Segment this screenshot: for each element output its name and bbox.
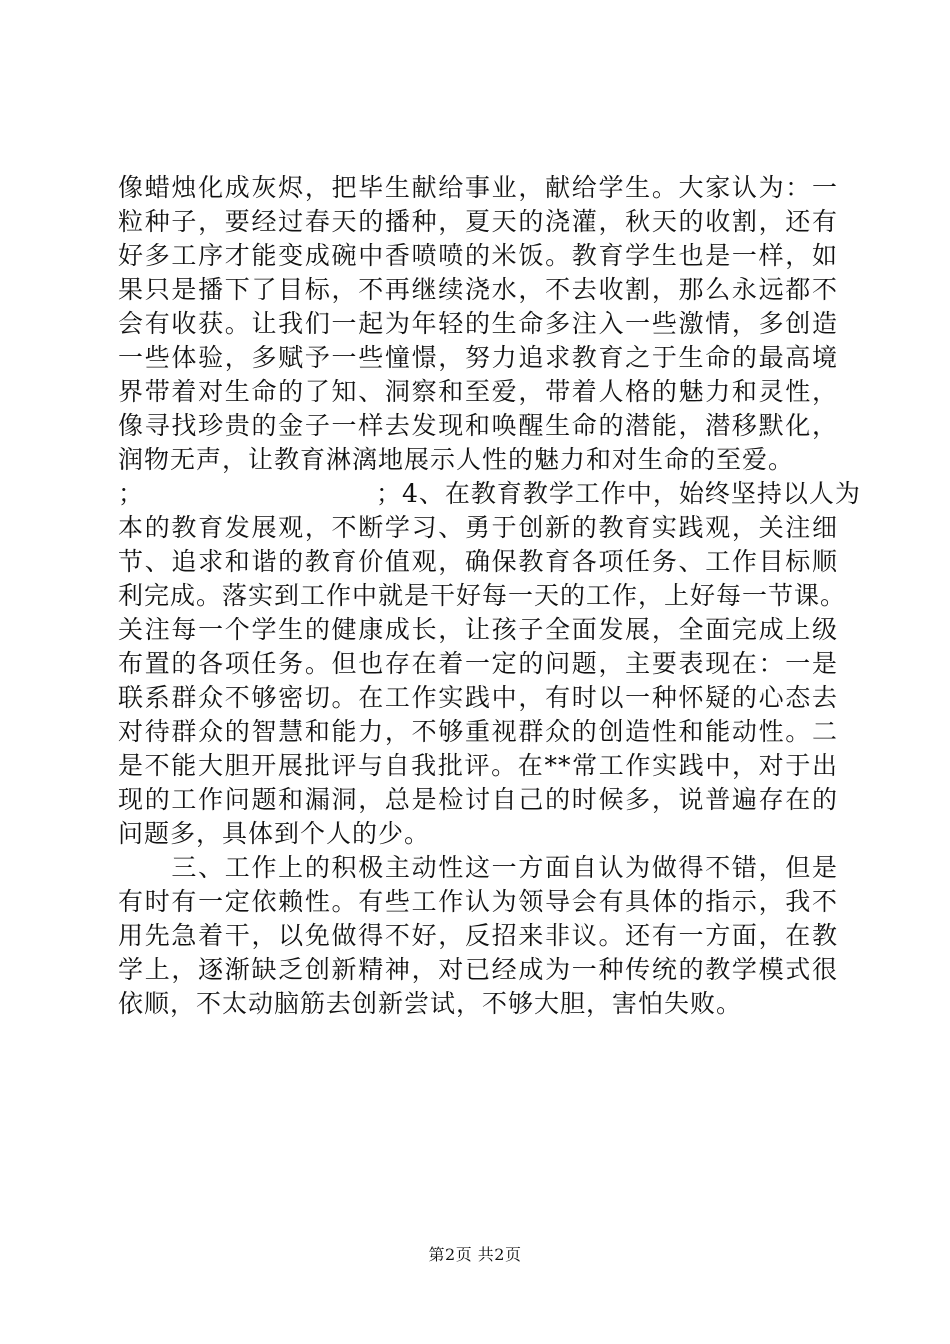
text-line: 润物无声，让教育淋漓地展示人性的魅力和对生命的至爱。: [118, 445, 795, 474]
text-line: 会有收获。让我们一起为年轻的生命多注入一些激情，多创造: [118, 309, 838, 338]
text-line: 粒种子，要经过春天的播种，夏天的浇灌，秋天的收割，还有: [118, 207, 838, 236]
text-line: 现的工作问题和漏洞，总是检讨自己的时候多，说普遍存在的: [118, 785, 838, 814]
text-line: 是不能大胆开展批评与自我批评。在**常工作实践中，对于出: [118, 751, 838, 780]
document-body: [118, 171, 861, 1021]
split-text-line: [118, 477, 861, 511]
text-line: 界带着对生命的了知、洞察和至爱，带着人格的魅力和灵性，: [118, 377, 838, 406]
text-line: 本的教育发展观，不断学习、勇于创新的教育实践观，关注细: [118, 513, 838, 542]
text-line: 利完成。落实到工作中就是干好每一天的工作，上好每一节课。: [118, 581, 847, 610]
text-line: 学上，逐渐缺乏创新精神，对已经成为一种传统的教学模式很: [118, 955, 838, 984]
text-line: 联系群众不够密切。在工作实践中，有时以一种怀疑的心态去: [118, 683, 838, 712]
text-line: 像寻找珍贵的金子一样去发现和唤醒生命的潜能，潜移默化，: [118, 411, 838, 440]
page-footer: 第2页 共2页: [428, 1245, 522, 1264]
text-line: 有时有一定依赖性。有些工作认为领导会有具体的指示，我不: [118, 887, 838, 916]
text-line: 好多工序才能变成碗中香喷喷的米饭。教育学生也是一样，如: [118, 241, 838, 270]
text-line: 依顺，不太动脑筋去创新尝试，不够大胆，害怕失败。: [118, 989, 743, 1018]
split-line-left: ；: [118, 479, 145, 508]
text-line: 对待群众的智慧和能力，不够重视群众的创造性和能动性。二: [118, 717, 838, 746]
text-line: 关注每一个学生的健康成长，让孩子全面发展，全面完成上级: [118, 615, 838, 644]
text-line: 一些体验，多赋予一些憧憬，努力追求教育之于生命的最高境: [118, 343, 838, 372]
text-line: 果只是播下了目标，不再继续浇水，不去收割，那么永远都不: [118, 275, 838, 304]
text-line: 问题多，具体到个人的少。: [118, 819, 431, 848]
text-line: 布置的各项任务。但也存在着一定的问题，主要表现在：一是: [118, 649, 838, 678]
text-line: 节、追求和谐的教育价值观，确保教育各项任务、工作目标顺: [118, 547, 838, 576]
text-line: 用先急着干，以免做得不好，反招来非议。还有一方面，在教: [118, 921, 838, 950]
text-line: 像蜡烛化成灰烬，把毕生献给事业，献给学生。大家认为：一: [118, 173, 838, 202]
text-line: 三、工作上的积极主动性这一方面自认为做得不错，但是: [118, 853, 838, 882]
split-line-right: ；4、在教育教学工作中，始终坚持以人为: [376, 479, 861, 508]
